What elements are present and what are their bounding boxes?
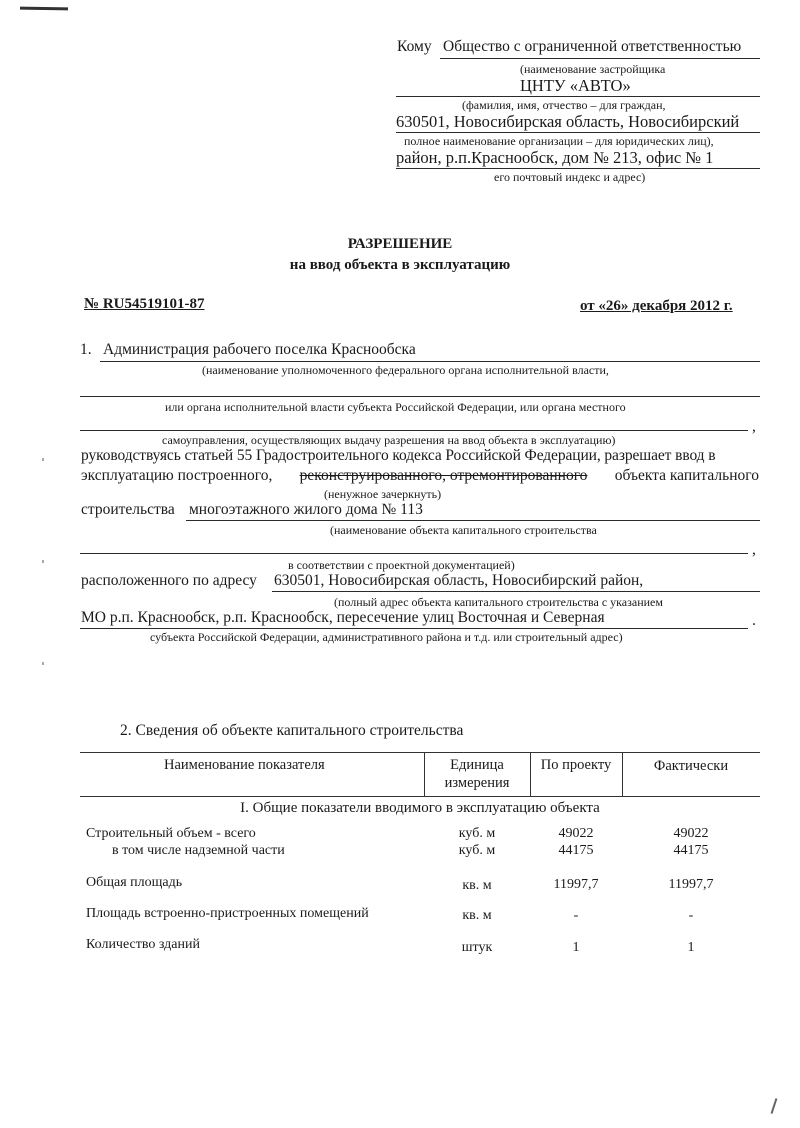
row-name: Площадь встроенно-пристроенных помещений (86, 906, 369, 921)
issuing-authority: Администрация рабочего поселка Краснообска (103, 341, 416, 358)
address-hint-1: (полный адрес объекта капитального строительства с указанием (334, 595, 663, 609)
addressee-line-4: район, р.п.Краснообск, дом № 213, офис № 1 (396, 148, 714, 167)
legal-basis-text: руководствуясь статьей 55 Градостроительного кодекса Российской Федерации, разрешает ввод в (81, 447, 716, 464)
underline (440, 58, 760, 59)
group-title: I. Общие показатели вводимого в эксплуатацию объекта (240, 800, 600, 816)
addressee-line-1: Общество с ограниченной ответственностью (443, 38, 742, 55)
underline (272, 591, 760, 592)
underline (396, 96, 760, 97)
row-actual-value: - (688, 908, 694, 923)
table-top-border (80, 752, 760, 753)
period: . (752, 612, 756, 629)
addressee-hint-2: (фамилия, имя, отчество – для граждан, (462, 98, 666, 112)
underline (80, 396, 760, 397)
scan-speck (42, 458, 44, 461)
underline (100, 361, 760, 362)
column-header-project: По проекту (540, 757, 612, 773)
column-header-unit-line-1: Единица (450, 757, 504, 773)
row-unit: куб. м (458, 826, 496, 841)
object-address-2: МО р.п. Краснообск, р.п. Краснообск, пересечение улиц Восточная и Северная (81, 609, 605, 626)
row-project-value: 44175 (558, 843, 594, 858)
row-actual-value: 11997,7 (668, 877, 714, 892)
row-unit: кв. м (462, 878, 492, 893)
row-unit: штук (461, 940, 493, 955)
row-project-value: 1 (572, 940, 580, 955)
underline (80, 553, 748, 554)
comma: , (752, 541, 756, 558)
row-project-value: 49022 (558, 826, 594, 841)
strike-hint: (ненужное зачеркнуть) (324, 487, 442, 501)
section-1-number: 1. (80, 341, 92, 358)
permit-date: от «26» декабря 2012 г. (580, 298, 733, 314)
permit-number: № RU54519101-87 (84, 296, 205, 312)
scan-mark (20, 7, 68, 11)
object-address-1: 630501, Новосибирская область, Новосибирский район, (274, 572, 644, 589)
scan-speck (42, 662, 44, 665)
column-header-actual: Фактически (653, 758, 729, 774)
row-actual-value: 1 (687, 940, 695, 955)
section-2-title: 2. Сведения об объекте капитального строительства (120, 722, 464, 739)
addressee-hint-3: полное наименование организации – для юридических лиц), (404, 134, 714, 148)
column-header-unit-line-2: измерения (444, 775, 510, 791)
address-hint-2: субъекта Российской Федерации, административного района и т.д. или строительный адрес) (150, 630, 623, 644)
object-hint-2: в соответствии с проектной документацией) (288, 558, 515, 572)
addressee-hint-4: его почтовый индекс и адрес) (494, 170, 646, 184)
underline (80, 430, 748, 431)
authority-hint-2: или органа исполнительной власти субъекта Российской Федерации, или органа местного (165, 400, 626, 414)
addressee-prefix: Кому (397, 38, 432, 55)
document-subtitle: на ввод объекта в эксплуатацию (289, 257, 511, 273)
row-name: Количество зданий (86, 937, 200, 952)
underline (396, 132, 760, 133)
object-hint: (наименование объекта капитального строительства (330, 523, 597, 537)
row-unit: кв. м (462, 908, 492, 923)
text-struck-out: реконструированного, отремонтированного (299, 467, 588, 484)
addressee-hint-1: (наименование застройщика (520, 62, 666, 76)
row-name: в том числе надземной части (112, 843, 285, 858)
underline (396, 168, 760, 169)
construction-prefix: строительства (81, 501, 175, 518)
row-actual-value: 49022 (673, 826, 709, 841)
commissioning-text (81, 467, 759, 485)
scan-speck (42, 560, 44, 563)
row-project-value: 11997,7 (553, 877, 599, 892)
text-object: объекта капитального (614, 467, 759, 484)
table-header-bottom-border (80, 796, 760, 797)
underline (186, 520, 760, 521)
handwritten-initial (771, 1098, 778, 1114)
addressee-line-2: ЦНТУ «АВТО» (520, 76, 631, 95)
document-title: РАЗРЕШЕНИЕ (347, 236, 453, 252)
column-header-name: Наименование показателя (164, 757, 325, 773)
authority-hint-3: самоуправления, осуществляющих выдачу разрешения на ввод объекта в эксплуатацию) (162, 433, 616, 447)
underline (80, 628, 748, 629)
comma: , (752, 418, 756, 435)
row-name: Общая площадь (86, 875, 183, 890)
object-name: многоэтажного жилого дома № 113 (189, 501, 423, 518)
row-unit: куб. м (458, 843, 496, 858)
row-actual-value: 44175 (673, 843, 709, 858)
text-built: эксплуатацию построенного, (81, 467, 273, 484)
column-header-unit (424, 756, 530, 792)
address-prefix: расположенного по адресу (81, 572, 257, 589)
row-project-value: - (573, 908, 579, 923)
addressee-line-3: 630501, Новосибирская область, Новосибирский (396, 112, 740, 131)
row-name: Строительный объем - всего (86, 826, 256, 841)
authority-hint-1: (наименование уполномоченного федерального органа исполнительной власти, (202, 363, 609, 377)
